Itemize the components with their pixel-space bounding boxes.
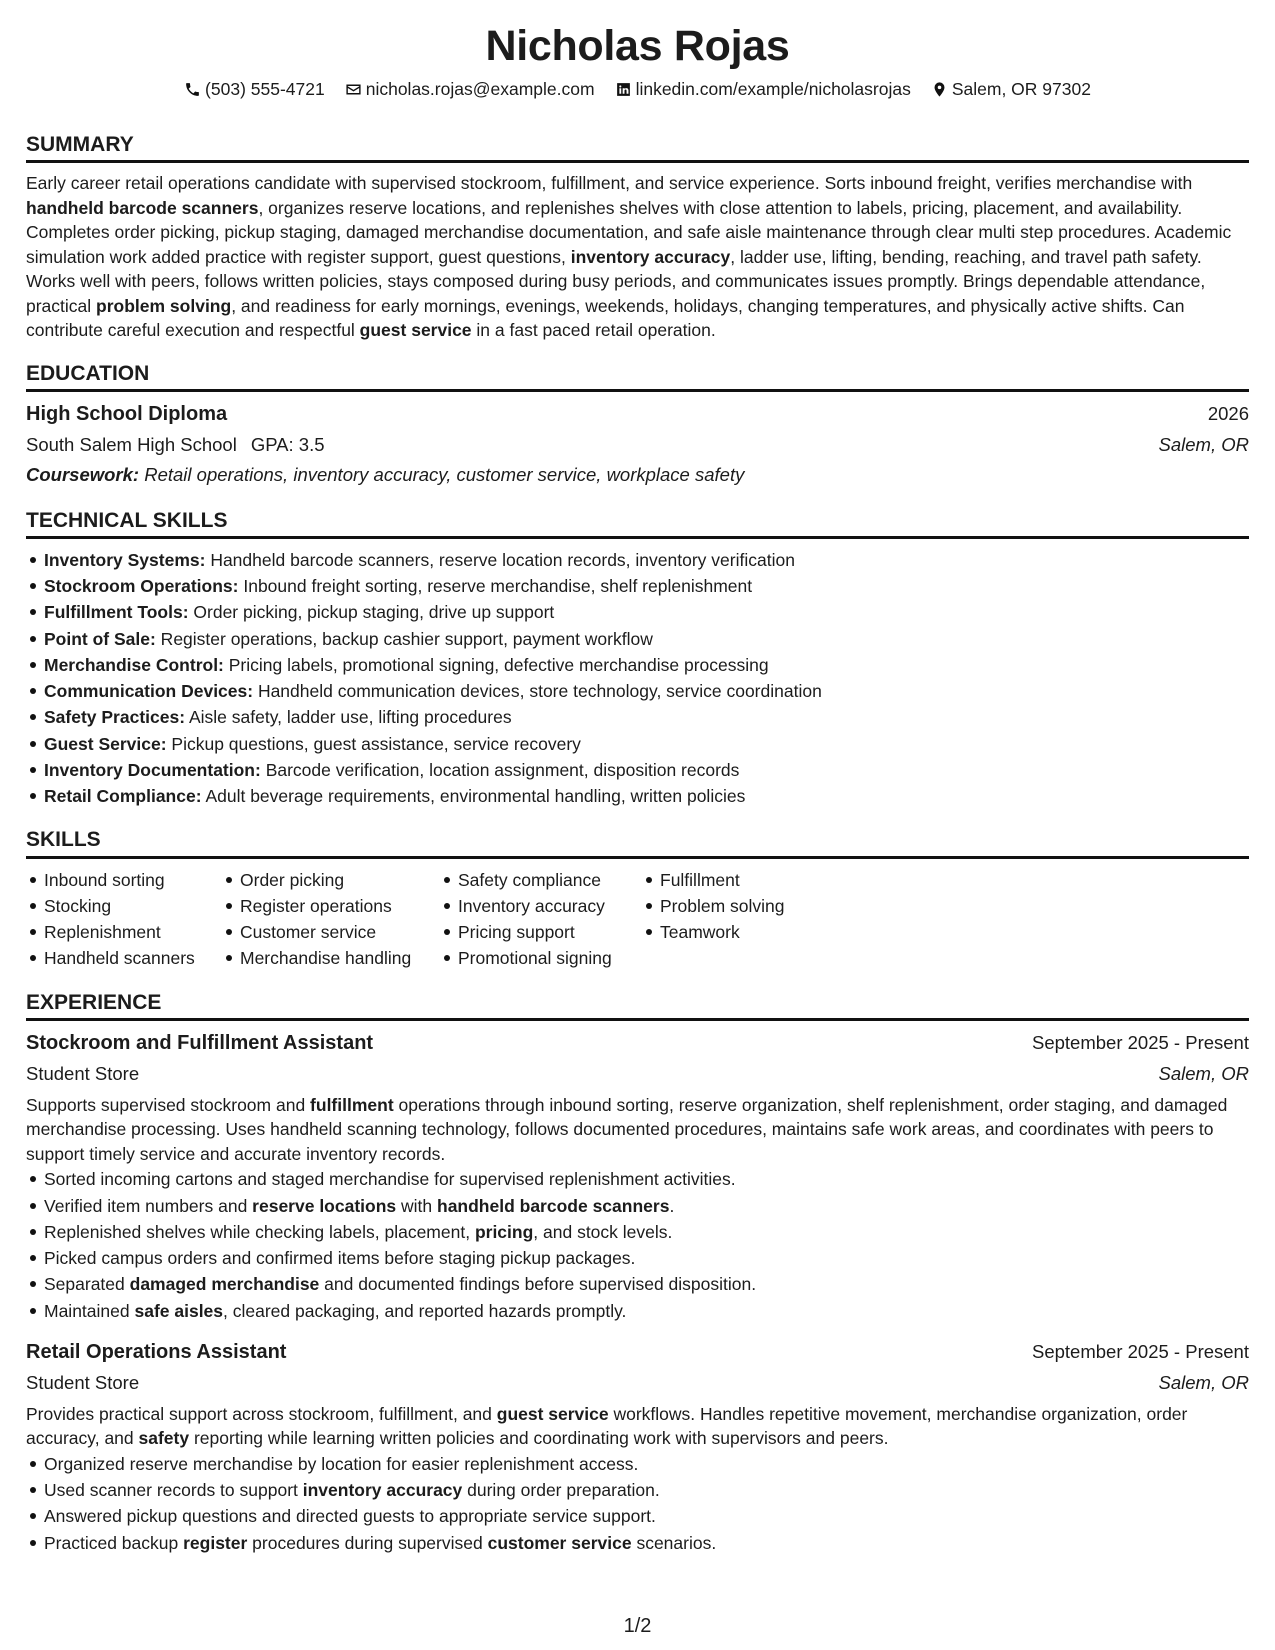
skills-grid	[26, 867, 1249, 972]
text-run: Supports supervised stockroom and	[26, 1094, 311, 1115]
job-entry	[26, 1029, 1249, 1324]
education-section	[26, 361, 1249, 488]
tech-skill-item	[26, 704, 1249, 730]
skills-heading: SKILLS	[26, 827, 1249, 858]
employer: Student Store	[26, 1062, 140, 1084]
bold-phrase: inventory accuracy	[302, 1480, 463, 1500]
tech-skill-text: Adult beverage requirements, environmental handling, written policies	[201, 786, 746, 807]
skill-item: Inventory accuracy	[440, 893, 642, 919]
job-bullet	[26, 1193, 1249, 1219]
bold-phrase: damaged merchandise	[129, 1274, 320, 1295]
tech-skill-text: Handheld barcode scanners, reserve location records, inventory verification	[205, 549, 795, 570]
skill-item: Fulfillment	[642, 867, 842, 893]
skills-column	[642, 867, 842, 972]
skills-section	[26, 827, 1249, 971]
job-bullet	[26, 1219, 1249, 1245]
tech-skill-text: Pricing labels, promotional signing, defective merchandise processing	[223, 654, 769, 675]
text-run: Replenished shelves while checking labels, placement,	[44, 1221, 475, 1242]
tech-skill-item	[26, 626, 1249, 652]
job-bullet	[26, 1298, 1249, 1324]
coursework-label: Coursework:	[26, 463, 140, 485]
skills-column	[440, 867, 642, 972]
text-run: Provides practical support across stockroom, fulfillment, and	[26, 1403, 497, 1424]
tech-skill-label: Point of Sale:	[44, 628, 156, 649]
coursework-list: Retail operations, inventory accuracy, customer service, workplace safety	[139, 463, 745, 485]
bold-phrase: fulfillment	[310, 1094, 394, 1115]
skill-item: Pricing support	[440, 919, 642, 945]
text-run: scenarios.	[631, 1532, 717, 1553]
bold-phrase: customer service	[487, 1532, 632, 1553]
linkedin-icon	[615, 81, 632, 98]
tech-skill-label: Communication Devices:	[44, 681, 254, 702]
tech-skill-item	[26, 757, 1249, 783]
text-run: operations through inbound sorting, reserve organization, shelf replenishment, order staging, and damaged merchandise processing. Uses handheld scanning technology, follows documented procedures, maintains safe work areas, and coordinates with peers to support timely service and accurate inventory records.	[26, 1094, 1228, 1164]
bold-phrase: register	[183, 1532, 248, 1553]
job-location: Salem, OR	[1158, 1062, 1249, 1084]
degree: High School Diploma	[26, 402, 228, 425]
experience-section	[26, 990, 1249, 1556]
text-run: Organized reserve merchandise by location for easier replenishment access.	[44, 1453, 639, 1474]
school-location: Salem, OR	[1158, 433, 1249, 455]
location-text: Salem, OR 97302	[951, 79, 1091, 100]
text-run: .	[669, 1195, 675, 1216]
skills-column	[222, 867, 440, 972]
skill-item: Safety compliance	[440, 867, 642, 893]
technical-skills-list	[26, 547, 1249, 810]
job-bullet	[26, 1503, 1249, 1529]
job-bullet	[26, 1530, 1249, 1556]
tech-skill-text: Handheld communication devices, store technology, service coordination	[253, 681, 822, 702]
bold-phrase: problem solving	[96, 295, 232, 316]
technical-skills-section	[26, 508, 1249, 810]
summary-section	[26, 132, 1249, 343]
summary-heading: SUMMARY	[26, 132, 1249, 163]
job-entry	[26, 1338, 1249, 1556]
bold-phrase: safe aisles	[134, 1300, 224, 1321]
job-bullet	[26, 1451, 1249, 1477]
tech-skill-item	[26, 599, 1249, 625]
contact-linkedin[interactable]	[615, 77, 911, 102]
job-bullets	[26, 1451, 1249, 1556]
linkedin-text[interactable]: linkedin.com/example/nicholasrojas	[635, 79, 911, 100]
text-run: , ladder use, lifting, bending, reaching, and travel path safety. Works well with peers, follows written policies, stays composed during busy periods, and communicates issues promptly. Brings dependable attendance, practical	[26, 246, 1206, 316]
contact-bar	[26, 77, 1249, 102]
text-run: reporting while learning written policies and coordinating work with supervisors and peers.	[189, 1428, 889, 1449]
text-run: , cleared packaging, and reported hazards promptly.	[223, 1300, 627, 1321]
job-bullet	[26, 1166, 1249, 1192]
coursework	[26, 462, 1249, 488]
job-dates: September 2025 - Present	[1032, 1031, 1249, 1053]
text-run: Used scanner records to support	[44, 1480, 303, 1500]
bold-phrase: pricing	[474, 1221, 534, 1242]
tech-skill-text: Register operations, backup cashier support, payment workflow	[155, 628, 653, 649]
education-heading: EDUCATION	[26, 361, 1249, 392]
graduation-year: 2026	[1207, 402, 1249, 424]
tech-skill-text: Order picking, pickup staging, drive up support	[188, 602, 555, 623]
job-dates: September 2025 - Present	[1032, 1340, 1249, 1362]
tech-skill-label: Guest Service:	[44, 733, 167, 754]
text-run: , organizes reserve locations, and replenishes shelves with close attention to labels, pricing, placement, and availability. Completes order picking, pickup staging, damaged merchandise documentation, and safe aisle maintenance through clear multi step procedures. Academic simulation work added practice with register support, guest questions,	[26, 197, 1232, 267]
skill-item: Customer service	[222, 919, 440, 945]
text-run: Answered pickup questions and directed guests to appropriate service support.	[44, 1506, 656, 1527]
text-run: , and readiness for early mornings, evenings, weekends, holidays, changing temperatures, and physically active shifts. Can contribute careful execution and respectful	[26, 295, 1185, 341]
text-run: Maintained	[44, 1300, 135, 1321]
job-bullets	[26, 1166, 1249, 1324]
skill-item: Merchandise handling	[222, 945, 440, 971]
tech-skill-item	[26, 731, 1249, 757]
text-run: with	[396, 1195, 437, 1216]
tech-skill-label: Merchandise Control:	[44, 654, 224, 675]
bold-phrase: guest service	[496, 1403, 609, 1424]
education-degree-row	[26, 400, 1249, 428]
tech-skill-text: Barcode verification, location assignment, disposition records	[260, 759, 740, 780]
tech-skill-label: Inventory Documentation:	[44, 759, 261, 780]
tech-skill-item	[26, 573, 1249, 599]
skill-item: Inbound sorting	[26, 867, 222, 893]
text-run: Practiced backup	[44, 1532, 184, 1553]
skill-item: Replenishment	[26, 919, 222, 945]
job-title: Stockroom and Fulfillment Assistant	[26, 1031, 374, 1054]
skill-item: Register operations	[222, 893, 440, 919]
gpa: GPA: 3.5	[250, 433, 325, 455]
tech-skill-item	[26, 547, 1249, 573]
tech-skill-label: Retail Compliance:	[44, 786, 202, 807]
candidate-name: Nicholas Rojas	[485, 22, 790, 70]
text-run: Early career retail operations candidate with supervised stockroom, fulfillment, and service experience. Sorts inbound freight, verifies merchandise with	[26, 173, 1193, 194]
text-run: Separated	[44, 1274, 130, 1295]
bold-phrase: reserve locations	[252, 1195, 397, 1216]
bold-phrase: handheld barcode scanners	[26, 197, 259, 218]
skill-item: Handheld scanners	[26, 945, 222, 971]
contact-location	[931, 77, 1091, 102]
bold-phrase: inventory accuracy	[570, 246, 731, 267]
job-bullet	[26, 1245, 1249, 1271]
skill-item: Stocking	[26, 893, 222, 919]
skills-column	[26, 867, 222, 972]
skill-item: Teamwork	[642, 919, 842, 945]
text-run: Sorted incoming cartons and staged merchandise for supervised replenishment activities.	[44, 1169, 736, 1190]
text-run: during order preparation.	[462, 1480, 660, 1500]
tech-skill-text: Pickup questions, guest assistance, service recovery	[166, 733, 581, 754]
tech-skill-text: Aisle safety, ladder use, lifting procedures	[185, 707, 512, 728]
job-location: Salem, OR	[1158, 1371, 1249, 1393]
text-run: Verified item numbers and	[44, 1195, 253, 1216]
tech-skill-item	[26, 652, 1249, 678]
experience-heading: EXPERIENCE	[26, 990, 1249, 1021]
bold-phrase: guest service	[359, 320, 472, 341]
bold-phrase: handheld barcode scanners	[437, 1195, 670, 1216]
page-number: 1/2	[623, 1615, 652, 1637]
employer: Student Store	[26, 1371, 140, 1393]
text-run: , and stock levels.	[533, 1221, 673, 1242]
envelope-icon	[345, 81, 362, 98]
bold-phrase: safety	[138, 1428, 190, 1449]
phone-text: (503) 555-4721	[205, 79, 325, 100]
school-name: South Salem High School	[26, 433, 237, 455]
summary-text	[26, 171, 1249, 343]
tech-skill-item	[26, 783, 1249, 809]
skill-item: Promotional signing	[440, 945, 642, 971]
job-bullet	[26, 1477, 1249, 1503]
job-bullet	[26, 1271, 1249, 1297]
tech-skill-item	[26, 678, 1249, 704]
tech-skill-label: Safety Practices:	[44, 707, 186, 728]
education-school-row	[26, 432, 1249, 458]
job-description	[26, 1402, 1249, 1451]
technical-skills-heading: TECHNICAL SKILLS	[26, 508, 1249, 539]
tech-skill-label: Stockroom Operations:	[44, 576, 239, 597]
text-run: procedures during supervised	[247, 1532, 488, 1553]
tech-skill-label: Fulfillment Tools:	[44, 602, 189, 623]
email-text[interactable]: nicholas.rojas@example.com	[365, 79, 595, 100]
contact-email[interactable]	[345, 77, 595, 102]
location-pin-icon	[931, 81, 948, 98]
text-run: and documented findings before supervised disposition.	[319, 1274, 757, 1295]
text-run: workflows. Handles repetitive movement, merchandise organization, order accuracy, and	[26, 1403, 1188, 1449]
contact-phone	[184, 77, 325, 102]
text-run: in a fast paced retail operation.	[471, 320, 716, 341]
tech-skill-text: Inbound freight sorting, reserve merchandise, shelf replenishment	[238, 576, 753, 597]
job-title: Retail Operations Assistant	[26, 1340, 287, 1363]
tech-skill-label: Inventory Systems:	[44, 549, 206, 570]
text-run: Picked campus orders and confirmed items before staging pickup packages.	[44, 1248, 636, 1269]
skill-item: Problem solving	[642, 893, 842, 919]
phone-icon	[184, 81, 201, 98]
skill-item: Order picking	[222, 867, 440, 893]
job-description	[26, 1093, 1249, 1167]
